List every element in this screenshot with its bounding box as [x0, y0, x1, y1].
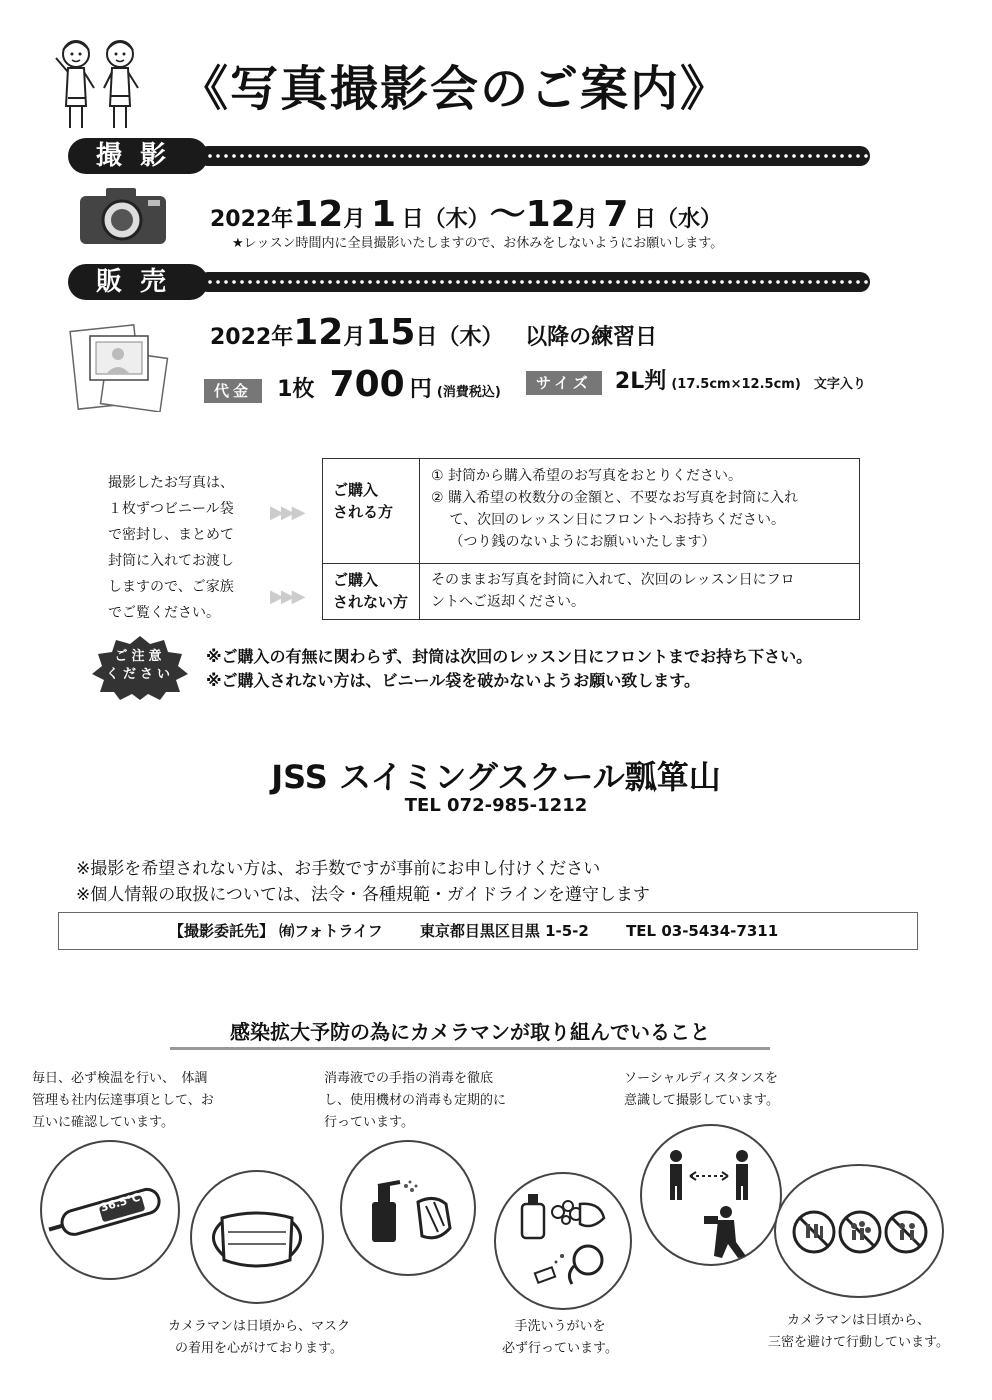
photo-envelope-icon: [68, 320, 178, 412]
explain-left-text: 撮影したお写真は、 １枚ずつビニール袋 で密封し、まとめて 封筒に入れてお渡し しますので、ご家族 でご覧ください。: [108, 475, 234, 621]
nobuy-body: そのままお写真を封筒に入れて、次回のレッスン日にフロ ントへご返却ください。: [431, 572, 795, 610]
contractor-address: 東京都目黒区目黒 1-5-2: [419, 922, 589, 940]
contractor-tel: TEL 03-5434-7311: [626, 922, 779, 940]
prevention-item-2: 消毒液での手指の消毒を徹底 し、使用機材の消毒も定期的に 行っています。: [324, 1071, 507, 1130]
avoid-three-cs-icon: [776, 1166, 942, 1296]
kids-illustration: [50, 36, 146, 132]
contractor-box: [58, 912, 918, 950]
caution-seal-text: ご注意 ください: [105, 649, 174, 682]
film-strip: [198, 272, 870, 292]
prevention-item-3: ソーシャルディスタンスを 意識して撮影しています。: [624, 1071, 779, 1108]
school-tel: TEL 072-985-1212: [404, 795, 588, 816]
three-cs-caption: カメラマンは日頃から、 三密を避けて行動しています。: [768, 1313, 949, 1350]
prevention-heading: 感染拡大予防の為にカメラマンが取り組んでいること: [170, 1016, 770, 1050]
arrow-icon: ▶▶▶: [270, 586, 303, 607]
buy-head: ご購入 される方: [333, 481, 394, 521]
size-row: サイズ 2L判 (17.5cm×12.5cm) 文字入り: [526, 364, 866, 395]
prevention-item-1: 毎日、必ず検温を行い、 体調 管理も社内伝達事項として、お 互いに確認しています。: [32, 1071, 214, 1130]
mask-icon: [192, 1172, 322, 1302]
caution-line-1: ※ご購入の有無に関わらず、封筒は次回のレッスン日にフロントまでお持ち下さい。: [206, 647, 813, 666]
contractor-name: ㈲フォトライフ: [279, 922, 383, 940]
contractor-label: 【撮影委託先】: [169, 922, 275, 940]
price-tag: 代金: [204, 379, 262, 403]
nobuy-head: ご購入 されない方: [333, 571, 409, 611]
sanitizer-icon: [342, 1142, 474, 1274]
school-name: JSS スイミングスクール瓢箪山: [271, 758, 721, 796]
handwash-caption: 手洗いうがいを 必ず行っています。: [502, 1319, 618, 1356]
handwash-circle: [494, 1172, 632, 1310]
social-distance-icon: [642, 1126, 780, 1264]
shoot-note: ★レッスン時間内に全員撮影いたしますので、お休みをしないようにお願いします。: [232, 236, 724, 251]
page-title: 《写真撮影会のご案内》: [180, 61, 731, 117]
remark-1: ※撮影を希望されない方は、お手数ですが事前にお申し付けください: [76, 859, 601, 879]
price-row: 代金 1枚 700 円 (消費税込): [204, 364, 501, 405]
distance-circle: [640, 1124, 782, 1266]
buy-body: ① 封筒から購入希望のお写真をおとりください。 ② 購入希望の枚数分の金額と、不要なお写真を封筒に入れ て、次回のレッスン日にフロントへお持ちください。 （つり銭のないようにお願いいたします）: [431, 468, 798, 550]
sales-label: 販売: [68, 264, 208, 300]
handwash-icon: [496, 1174, 630, 1308]
caution-line-2: ※ご購入されない方は、ビニール袋を破かないようお願い致します。: [206, 671, 700, 690]
shoot-label: 撮影: [68, 138, 208, 174]
mask-caption: カメラマンは日頃から、マスク の着用を心がけております。: [168, 1319, 351, 1356]
thermometer-circle: [40, 1140, 180, 1280]
arrow-icon: ▶▶▶: [270, 502, 303, 523]
camera-icon: [78, 184, 168, 246]
mask-circle: [190, 1170, 324, 1304]
film-strip: [198, 146, 870, 166]
sales-date: 2022年12月15日（木） 以降の練習日: [210, 312, 658, 353]
size-tag: サイズ: [526, 371, 602, 395]
shoot-date: 2022年12月 1 日（木）～12月 7 日（水）: [210, 194, 722, 235]
purchase-table: [322, 458, 860, 620]
thermometer-reading: 36.5℃: [98, 1190, 142, 1215]
sanitize-circle: [340, 1140, 476, 1276]
three-cs-circle: [774, 1164, 944, 1298]
remark-2: ※個人情報の取扱については、法令・各種規範・ガイドラインを遵守します: [76, 885, 650, 905]
